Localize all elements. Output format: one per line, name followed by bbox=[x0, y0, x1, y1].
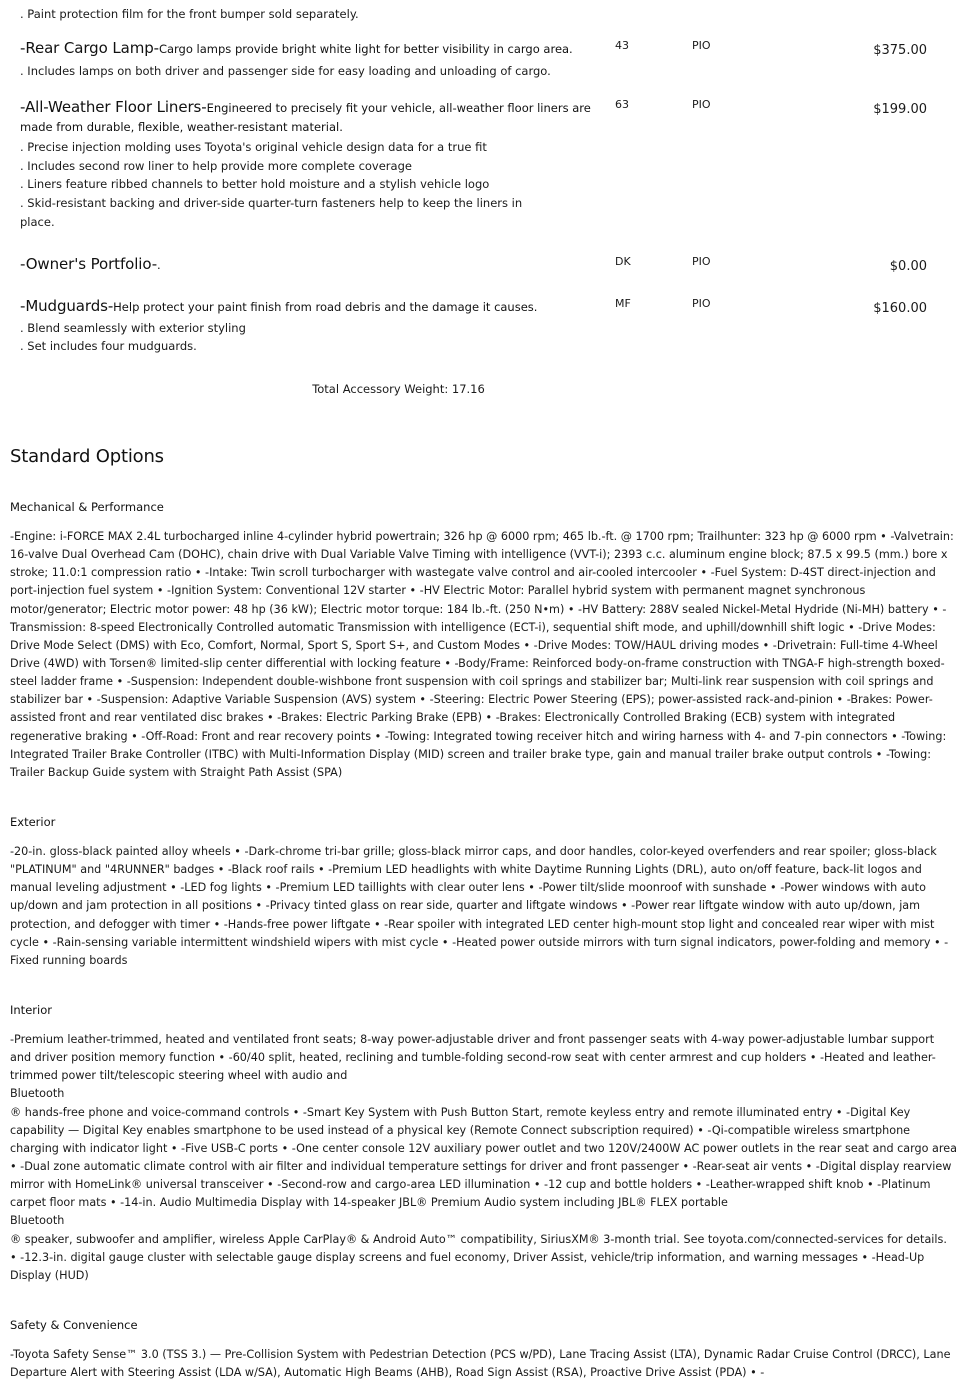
accessories-section bbox=[0, 0, 967, 396]
accessory-body bbox=[20, 253, 595, 276]
accessory-title-line bbox=[20, 253, 595, 276]
accessory-lead-bullet: . Paint protection film for the front bumper sold separately. bbox=[20, 7, 359, 21]
accessory-code: DK bbox=[615, 255, 631, 269]
accessory-price: $160.00 bbox=[873, 300, 927, 316]
section-body-mechanical: -Engine: i-FORCE MAX 2.4L turbocharged inline 4-cylinder hybrid powertrain; 326 hp @ 6000 rpm; 465 lb.-ft. @ 1700 rpm; Trailhunter: 323 hp @ 6000 rpm • -Valvetrain: 16-valve Dual Overhead Cam (DOHC), chain drive with Dual Variable Valve Timing with intelligence (VVT-i); 2393 c.c. aluminum engine block; 87.5 x 99.5 (mm.) bore x stroke; 11.0:1 compression ratio • -Intake: Twin scroll turbocharger with wastegate valve control and air-cooled intercooler • -Fuel System: D-4ST direct-injection and port-injection fuel system • -Ignition System: Conventional 12V starter • -HV Electric Motor: Parallel hybrid system with permanent magnet synchronous motor/generator; Electric motor power: 48 hp (36 kW); Electric motor torque: 184 lb.-ft. (250 N•m) • -HV Battery: 288V sealed Nickel-Metal Hydride (Ni-MH) battery • -Transmission: 8-speed Electronically Controlled automatic Transmission with intelligence (ECT-i), sequential shift mode, and uphill/downhill shift logic • -Drive Modes: Drive Mode Select (DMS) with Eco, Comfort, Normal, Sport S, Sport S+, and Custom Modes • -Drive Modes: TOW/HAUL driving modes • -Drivetrain: Full-time 4-Wheel Drive (4WD) with Torsen® limited-slip center differential with locking feature • -Body/Frame: Reinforced body-on-frame construction with TNGA-F high-strength boxed-steel ladder frame • -Suspension: Independent double-wishbone front suspension with coil springs and stabilizer bar; Multi-link rear suspension with coil springs and stabilizer bar • -Suspension: Adaptive Variable Suspension (AVS) system • -Steering: Electric Power Steering (EPS); power-assisted rack-and-pinion • -Brakes: Power-assisted front and rear ventilated disc brakes • -Brakes: Electric Parking Brake (EPB) • -Brakes: Electronically Controlled Braking (ECB) system with integrated regenerative braking • -Off-Road: Front and rear recovery points • -Towing: Integrated towing receiver hitch and wiring harness with 4- and 7-pin connectors • -Towing: Integrated Trailer Brake Controller (ITBC) with Multi-Information Display (MID) screen and trailer brake type, gain and manual trailer brake output controls • -Towing: Trailer Backup Guide system with Straight Path Assist (SPA) bbox=[10, 530, 954, 779]
accessory-row bbox=[20, 37, 947, 80]
accessory-description: Engineered to precisely fit your vehicle, all-weather floor liners are made from durable, flexible, weather-resistant material. bbox=[20, 101, 591, 135]
standard-options-section bbox=[0, 446, 967, 1382]
accessory-price: $199.00 bbox=[873, 102, 927, 118]
section-heading-interior: Interior bbox=[10, 1003, 52, 1018]
interior-bluetooth-break-2: Bluetooth bbox=[10, 1214, 65, 1228]
section-heading-safety: Safety & Convenience bbox=[10, 1317, 138, 1332]
accessory-title: -Owner's Portfolio- bbox=[20, 255, 158, 274]
accessory-title-line bbox=[20, 96, 595, 137]
accessory-bullets bbox=[20, 138, 595, 231]
accessory-description: Help protect your paint finish from road debris and the damage it causes. bbox=[113, 299, 538, 314]
accessory-bullet: . Precise injection molding uses Toyota's original vehicle design data for a true fit bbox=[20, 140, 487, 155]
total-accessory-weight: Total Accessory Weight: 17.16 bbox=[312, 382, 485, 397]
accessory-bullet: . Skid-resistant backing and driver-side quarter-turn fasteners help to keep the liners in place. bbox=[20, 196, 523, 229]
section-heading-exterior: Exterior bbox=[10, 815, 56, 830]
accessory-row bbox=[20, 253, 947, 276]
section-heading-mechanical: Mechanical & Performance bbox=[10, 500, 164, 515]
standard-options-heading: Standard Options bbox=[10, 446, 164, 468]
accessory-bullets bbox=[20, 319, 595, 356]
accessory-body bbox=[20, 96, 595, 231]
section-body-exterior: -20-in. gloss-black painted alloy wheels • -Dark-chrome tri-bar grille; gloss-black mirror caps, and door handles, color-keyed overfenders and rear spoiler; gloss-black "PLATINUM" and "4RUNNER" badges • -Black roof rails • -Premium LED headlights with white Daytime Running Lights (DRL), auto on/off feature, back-lit logos and manual leveling adjustment • -LED fog lights • -Premium LED taillights with clear outer lens • -Power tilt/slide moonroof with sunshade • -Power windows with auto up/down and jam protection in all positions • -Privacy tinted glass on rear side, quarter and liftgate windows • -Power rear liftgate window with auto up/down, jam protection, and defogger with timer • -Hands-free power liftgate • -Rear spoiler with integrated LED center high-mount stop light and concealed rear wiper with mist cycle • -Rain-sensing variable intermittent windshield wipers with mist cycle • -Heated power outside mirrors with turn signal indicators, power-folding and memory • -Fixed running boards bbox=[10, 845, 949, 967]
interior-body-part-2: ® hands-free phone and voice-command controls • -Smart Key System with Push Button Start, remote keyless entry and remote illuminated entry • -Digital Key capability — Digital Key enables smartphone to be used instead of a physical key (Remote Connect subscription required) • -Qi-compatible wireless smartphone charging with indicator light • -Five USB-C ports • -One center console 12V auxiliary power outlet and two 120V/2400W AC power outlets in the rear seat and cargo area • -Dual zone automatic climate control with air filter and individual temperature settings for driver and front passenger • -Rear-seat air vents • -Digital display rearview mirror with HomeLink® universal transceiver • -Second-row and cargo-area LED illumination • -12 cup and bottle holders • -Leather-wrapped shift knob • -Platinum carpet floor mats • -14-in. Audio Multimedia Display with 14-speaker JBL® Premium Audio system including JBL® FLEX portable bbox=[10, 1105, 957, 1210]
accessory-row bbox=[20, 295, 947, 357]
accessory-title: -All-Weather Floor Liners- bbox=[20, 98, 207, 117]
accessory-bullet: . Includes second row liner to help provide more complete coverage bbox=[20, 158, 412, 173]
accessory-bullet: . Includes lamps on both driver and passenger side for easy loading and unloading of cargo. bbox=[20, 63, 551, 78]
accessory-bullet: . Blend seamlessly with exterior styling bbox=[20, 320, 246, 335]
accessory-type: PIO bbox=[692, 39, 711, 53]
accessory-description: . bbox=[157, 258, 161, 273]
accessory-code: MF bbox=[615, 296, 631, 310]
accessory-title: -Mudguards- bbox=[20, 296, 114, 315]
accessory-price: $0.00 bbox=[889, 259, 927, 275]
accessory-title-line bbox=[20, 37, 595, 60]
accessory-bullets bbox=[20, 62, 595, 81]
accessory-body bbox=[20, 295, 595, 357]
interior-bluetooth-break-1: Bluetooth bbox=[10, 1087, 65, 1101]
section-body-interior bbox=[10, 1031, 957, 1285]
accessory-code: 63 bbox=[615, 98, 629, 112]
accessory-row bbox=[20, 96, 947, 231]
accessory-price: $375.00 bbox=[873, 43, 927, 59]
accessory-description: Cargo lamps provide bright white light for better visibility in cargo area. bbox=[158, 42, 573, 57]
accessory-title: -Rear Cargo Lamp- bbox=[20, 39, 159, 58]
accessory-code: 43 bbox=[615, 39, 629, 53]
interior-body-part-3: ® speaker, subwoofer and amplifier, wireless Apple CarPlay® & Android Auto™ compatibility, SiriusXM® 3-month trial. See toyota.com/connected-services for details. • -12.3-in. digital gauge cluster with selectable gauge display screens and fuel economy, Driver Assist, vehicle/trip information, and warning messages • -Head-Up Display (HUD) bbox=[10, 1232, 947, 1282]
accessory-body bbox=[20, 37, 595, 80]
accessory-title-line bbox=[20, 295, 595, 318]
accessory-type: PIO bbox=[692, 98, 711, 112]
accessory-type: PIO bbox=[692, 296, 711, 310]
section-body-safety: -Toyota Safety Sense™ 3.0 (TSS 3.) — Pre-Collision System with Pedestrian Detection (PCS w/PD), Lane Tracing Assist (LTA), Dynamic Radar Cruise Control (DRCC), Lane Departure Alert with Steering Assist (LDA w/SA), Automatic High Beams (AHB), Road Sign Assist (RSA), Proactive Drive Assist (PDA) • - bbox=[10, 1347, 951, 1380]
interior-body-part-1: -Premium leather-trimmed, heated and ventilated front seats; 8-way power-adjustable driver and front passenger seats with 4-way power-adjustable lumbar support and driver position memory function • -60/40 split, heated, reclining and tumble-folding second-row seat with center armrest and cup holders • -Heated and leather-trimmed power tilt/telescopic steering wheel with audio and bbox=[10, 1033, 936, 1083]
accessory-bullet: . Liners feature ribbed channels to better hold moisture and a stylish vehicle logo bbox=[20, 177, 490, 192]
accessory-bullet: . Set includes four mudguards. bbox=[20, 339, 197, 354]
accessory-type: PIO bbox=[692, 255, 711, 269]
